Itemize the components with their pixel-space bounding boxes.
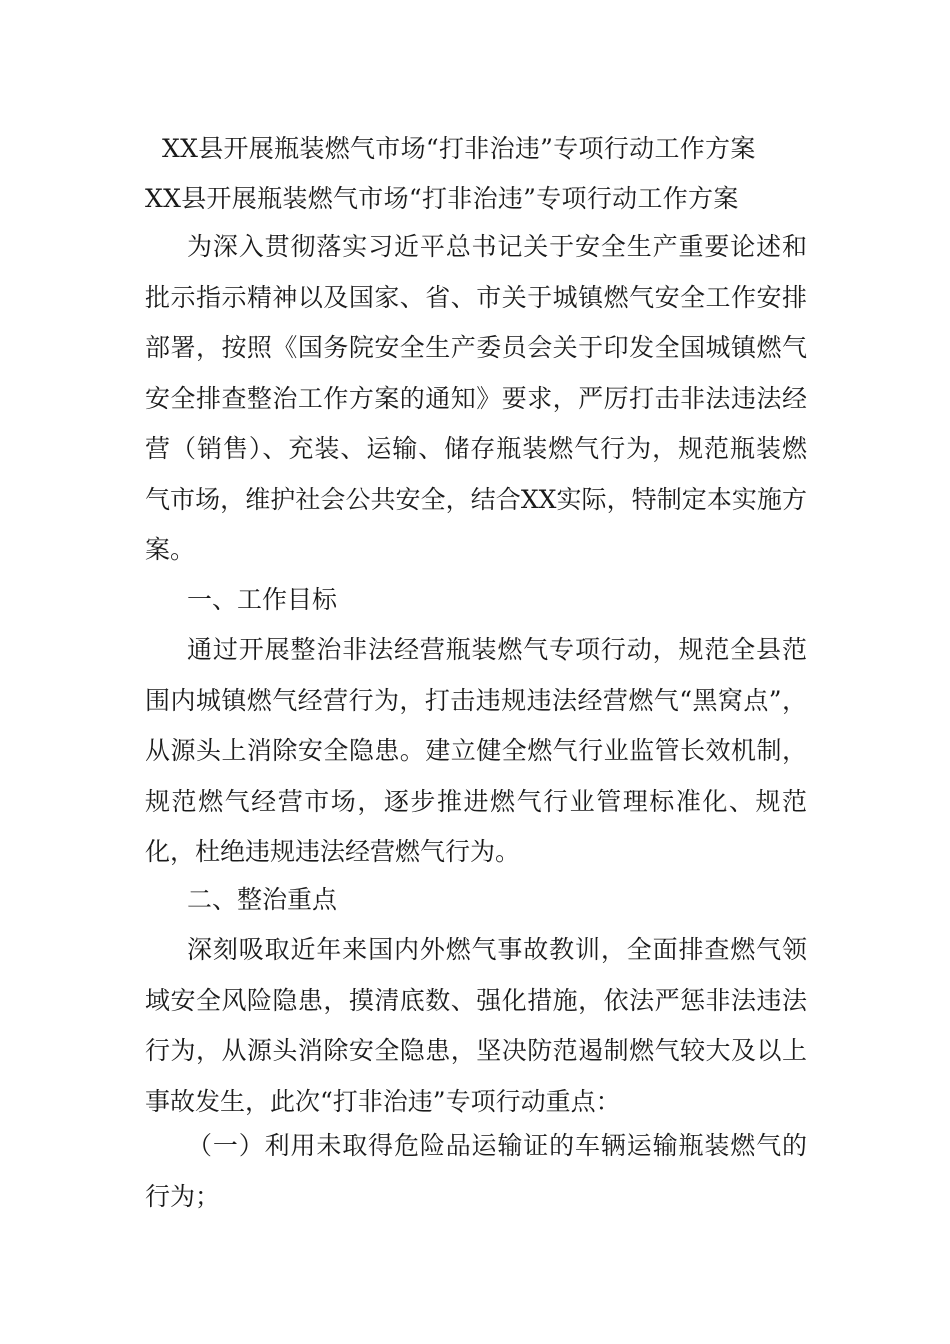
document-title-line-1: XX县开展瓶装燃气市场“打非治违”专项行动工作方案: [162, 134, 756, 163]
section-2-heading: 二、整治重点: [187, 885, 338, 914]
section-2-item-1: （一）利用未取得危险品运输证的车辆运输瓶装燃气的行为；: [145, 1131, 807, 1211]
section-1-paragraph: 通过开展整治非法经营瓶装燃气专项行动，规范全县范围内城镇燃气经营行为，打击违规违法经营燃气“黑窝点”，从源头上消除安全隐患。建立健全燃气行业监管长效机制，规范燃气经营市场，逐步推进燃气行业管理标准化、规范化，杜绝违规违法经营燃气行为。: [145, 635, 807, 866]
section-2-paragraph: 深刻吸取近年来国内外燃气事故教训，全面排查燃气领域安全风险隐患，摸清底数、强化措施，依法严惩非法违法行为，从源头消除安全隐患，坚决防范遏制燃气较大及以上事故发生，此次“打非治违”专项行动重点：: [145, 935, 807, 1116]
document-title-line-2: XX县开展瓶装燃气市场“打非治违”专项行动工作方案: [145, 184, 739, 213]
intro-paragraph: 为深入贯彻落实习近平总书记关于安全生产重要论述和批示指示精神以及国家、省、市关于城镇燃气安全工作安排部署，按照《国务院安全生产委员会关于印发全国城镇燃气安全排查整治工作方案的通知》要求，严厉打击非法违法经营（销售）、充装、运输、储存瓶装燃气行为，规范瓶装燃气市场，维护社会公共安全，结合XX实际，特制定本实施方案。: [145, 232, 807, 564]
section-1-heading: 一、工作目标: [187, 585, 338, 614]
